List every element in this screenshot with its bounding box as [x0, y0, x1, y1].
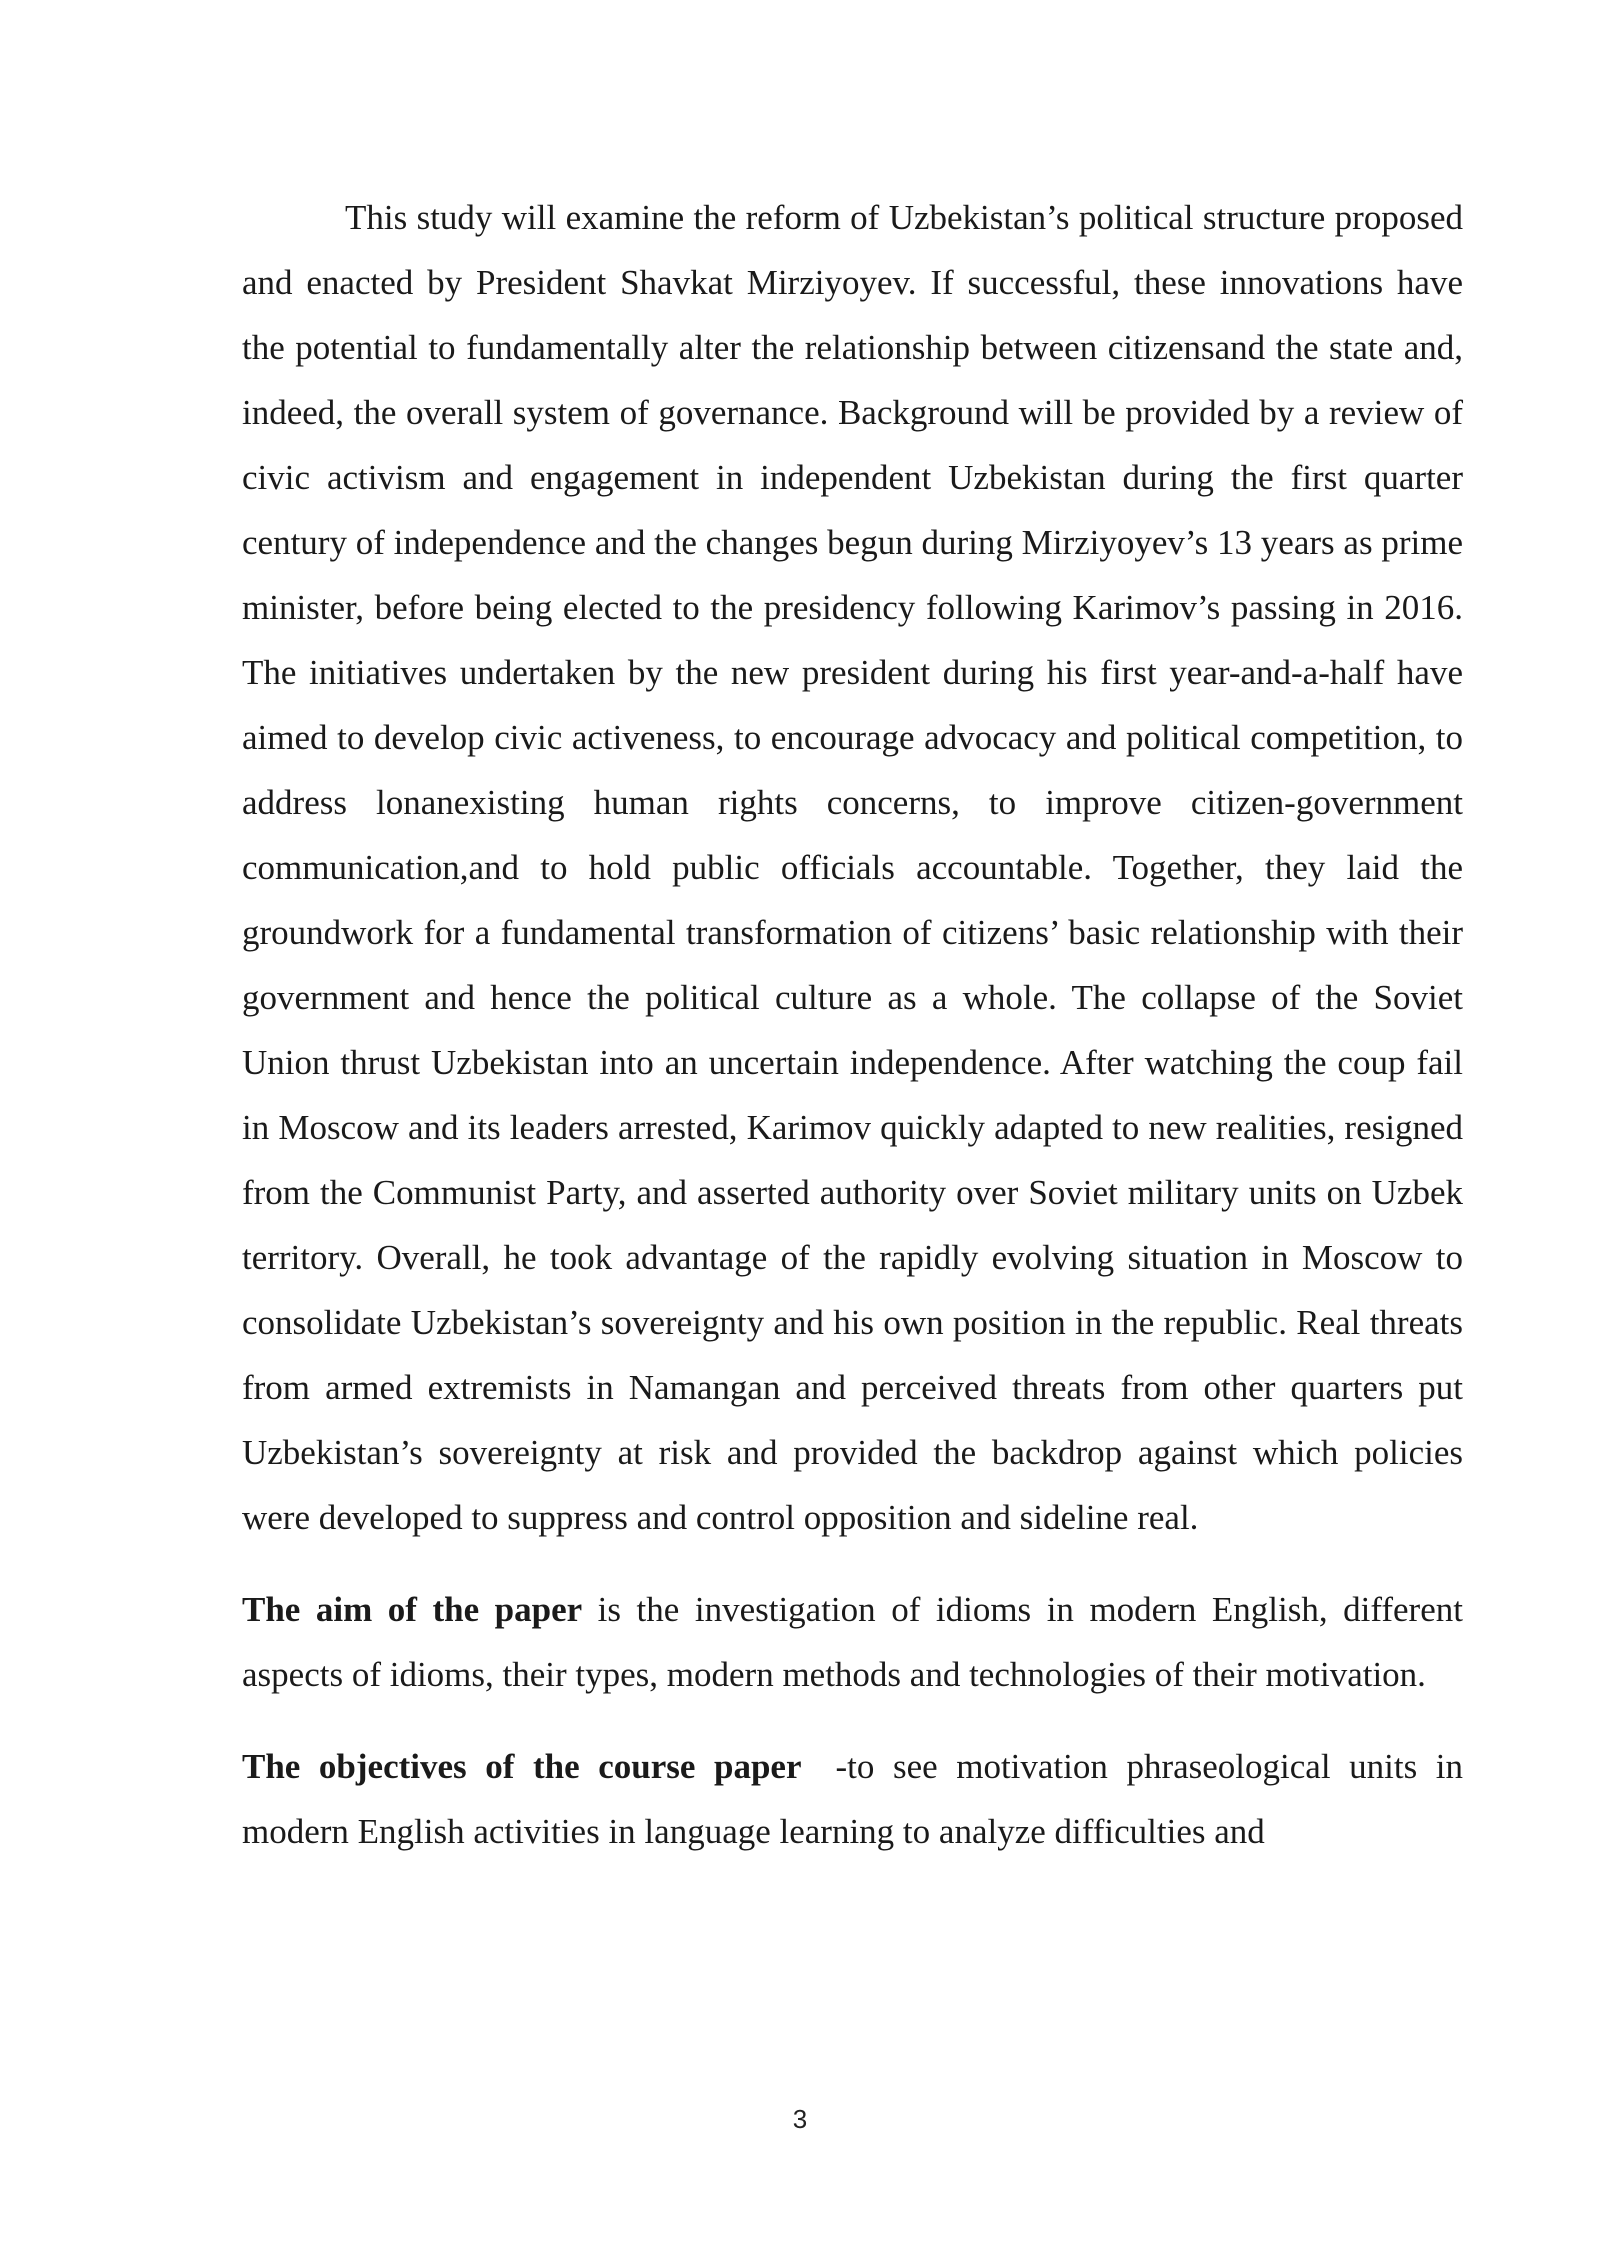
aim-paragraph: [242, 1577, 1463, 1707]
page-number: 3: [792, 2104, 808, 2134]
aim-text: is the investigation of idioms in modern English, different aspects of idioms, their types, modern methods and technologies of their motivation.: [242, 1590, 1463, 1694]
page-body: [242, 185, 1463, 1864]
objectives-heading: The objectives of the course paper: [242, 1747, 802, 1786]
aim-heading: The aim of the paper: [242, 1590, 583, 1629]
intro-paragraph: This study will examine the reform of Uzbekistan’s political structure proposed and enacted by President Shavkat Mirziyoyev. If successful, these innovations have the potential to fundamentally alter the relationship between citizensand the state and, indeed, the overall system of governance. Background will be provided by a review of civic activism and engagement in independent Uzbekistan during the first quarter century of independence and the changes begun during Mirziyoyev’s 13 years as prime minister, before being elected to the presidency following Karimov’s passing in 2016. The initiatives undertaken by the new president during his first year-and-a-half have aimed to develop civic activeness, to encourage advocacy and political competition, to address lonanexisting human rights concerns, to improve citizen-government communication,and to hold public officials accountable. Together, they laid the groundwork for a fundamental transformation of citizens’ basic relationship with their government and hence the political culture as a whole. The collapse of the Soviet Union thrust Uzbekistan into an uncertain independence. After watching the coup fail in Moscow and its leaders arrested, Karimov quickly adapted to new realities, resigned from the Communist Party, and asserted authority over Soviet military units on Uzbek territory. Overall, he took advantage of the rapidly evolving situation in Moscow to consolidate Uzbekistan’s sovereignty and his own position in the republic. Real threats from armed extremists in Namangan and perceived threats from other quarters put Uzbekistan’s sovereignty at risk and provided the backdrop against which policies were developed to suppress and control opposition and sideline real.: [242, 198, 1463, 1537]
objectives-text: -to see motivation phraseological units in modern English activities in language learning to analyze difficulties and: [242, 1747, 1463, 1851]
objectives-paragraph: [242, 1734, 1463, 1864]
